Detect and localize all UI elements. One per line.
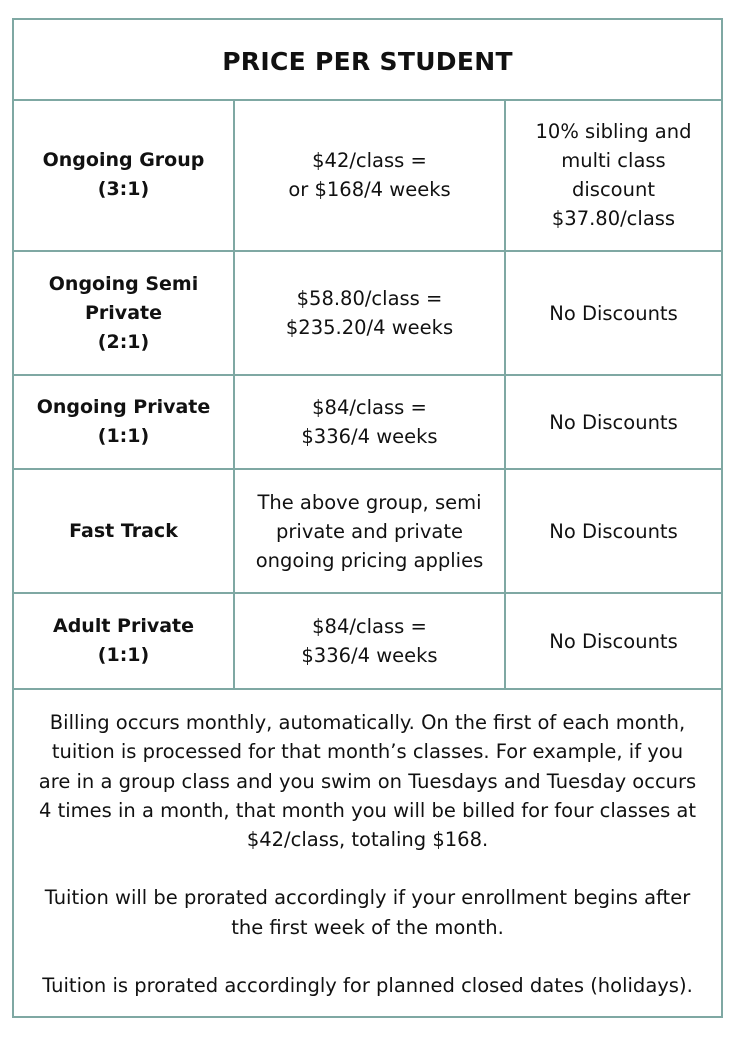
program-name: Fast Track: [69, 519, 178, 542]
discount-cell: [506, 252, 721, 374]
program-price: $42/class = or $168/4 weeks: [288, 148, 451, 201]
program-name: Ongoing Private (1:1): [36, 396, 211, 447]
table-row: [14, 252, 721, 376]
price-cell: [235, 376, 506, 468]
program-discount: 10% sibling and multi class discount $37.80/class: [535, 119, 692, 230]
pricing-table: [12, 18, 723, 1018]
program-name: Ongoing Group (3:1): [42, 148, 205, 200]
price-cell: [235, 252, 506, 374]
program-name: Adult Private (1:1): [52, 615, 195, 666]
billing-note-enrollment: Tuition will be prorated accordingly if your enrollment begins after the first week of the month.: [44, 886, 691, 939]
table-row: [14, 470, 721, 594]
price-cell: [235, 594, 506, 688]
table-title: PRICE PER STUDENT: [222, 47, 513, 76]
program-discount: No Discounts: [549, 629, 678, 653]
program-discount: No Discounts: [549, 410, 678, 434]
program-name-cell: [14, 594, 235, 688]
price-cell: [235, 99, 506, 250]
program-discount: No Discounts: [549, 519, 678, 543]
table-row: [14, 376, 721, 470]
program-name-cell: [14, 376, 235, 468]
program-name-cell: [14, 470, 235, 592]
title-row: [14, 20, 721, 101]
program-name: Ongoing Semi Private (2:1): [48, 272, 199, 353]
table-row: [14, 594, 721, 690]
discount-cell: [506, 99, 721, 250]
discount-cell: [506, 376, 721, 468]
discount-cell: [506, 470, 721, 592]
program-name-cell: [14, 99, 235, 250]
discount-cell: [506, 594, 721, 688]
program-price: The above group, semi private and private ongoing pricing applies: [255, 490, 484, 572]
program-price: $84/class = $336/4 weeks: [301, 615, 438, 667]
billing-note-monthly: Billing occurs monthly, automatically. On the first of each month, tuition is processed for that month’s classes. For example, if you are in a group class and you swim on Tuesdays and Tuesday occurs 4 times in a month, that month you will be billed for four classes at $42/class, totaling $168.: [38, 711, 697, 852]
price-cell: [235, 470, 506, 592]
program-discount: No Discounts: [549, 301, 678, 325]
program-price: $84/class = $336/4 weeks: [301, 396, 438, 448]
billing-notes: [14, 690, 721, 1016]
billing-note-holidays: Tuition is prorated accordingly for planned closed dates (holidays).: [42, 974, 693, 998]
table-row: [14, 99, 721, 252]
program-name-cell: [14, 252, 235, 374]
program-price: $58.80/class = $235.20/4 weeks: [285, 287, 454, 339]
